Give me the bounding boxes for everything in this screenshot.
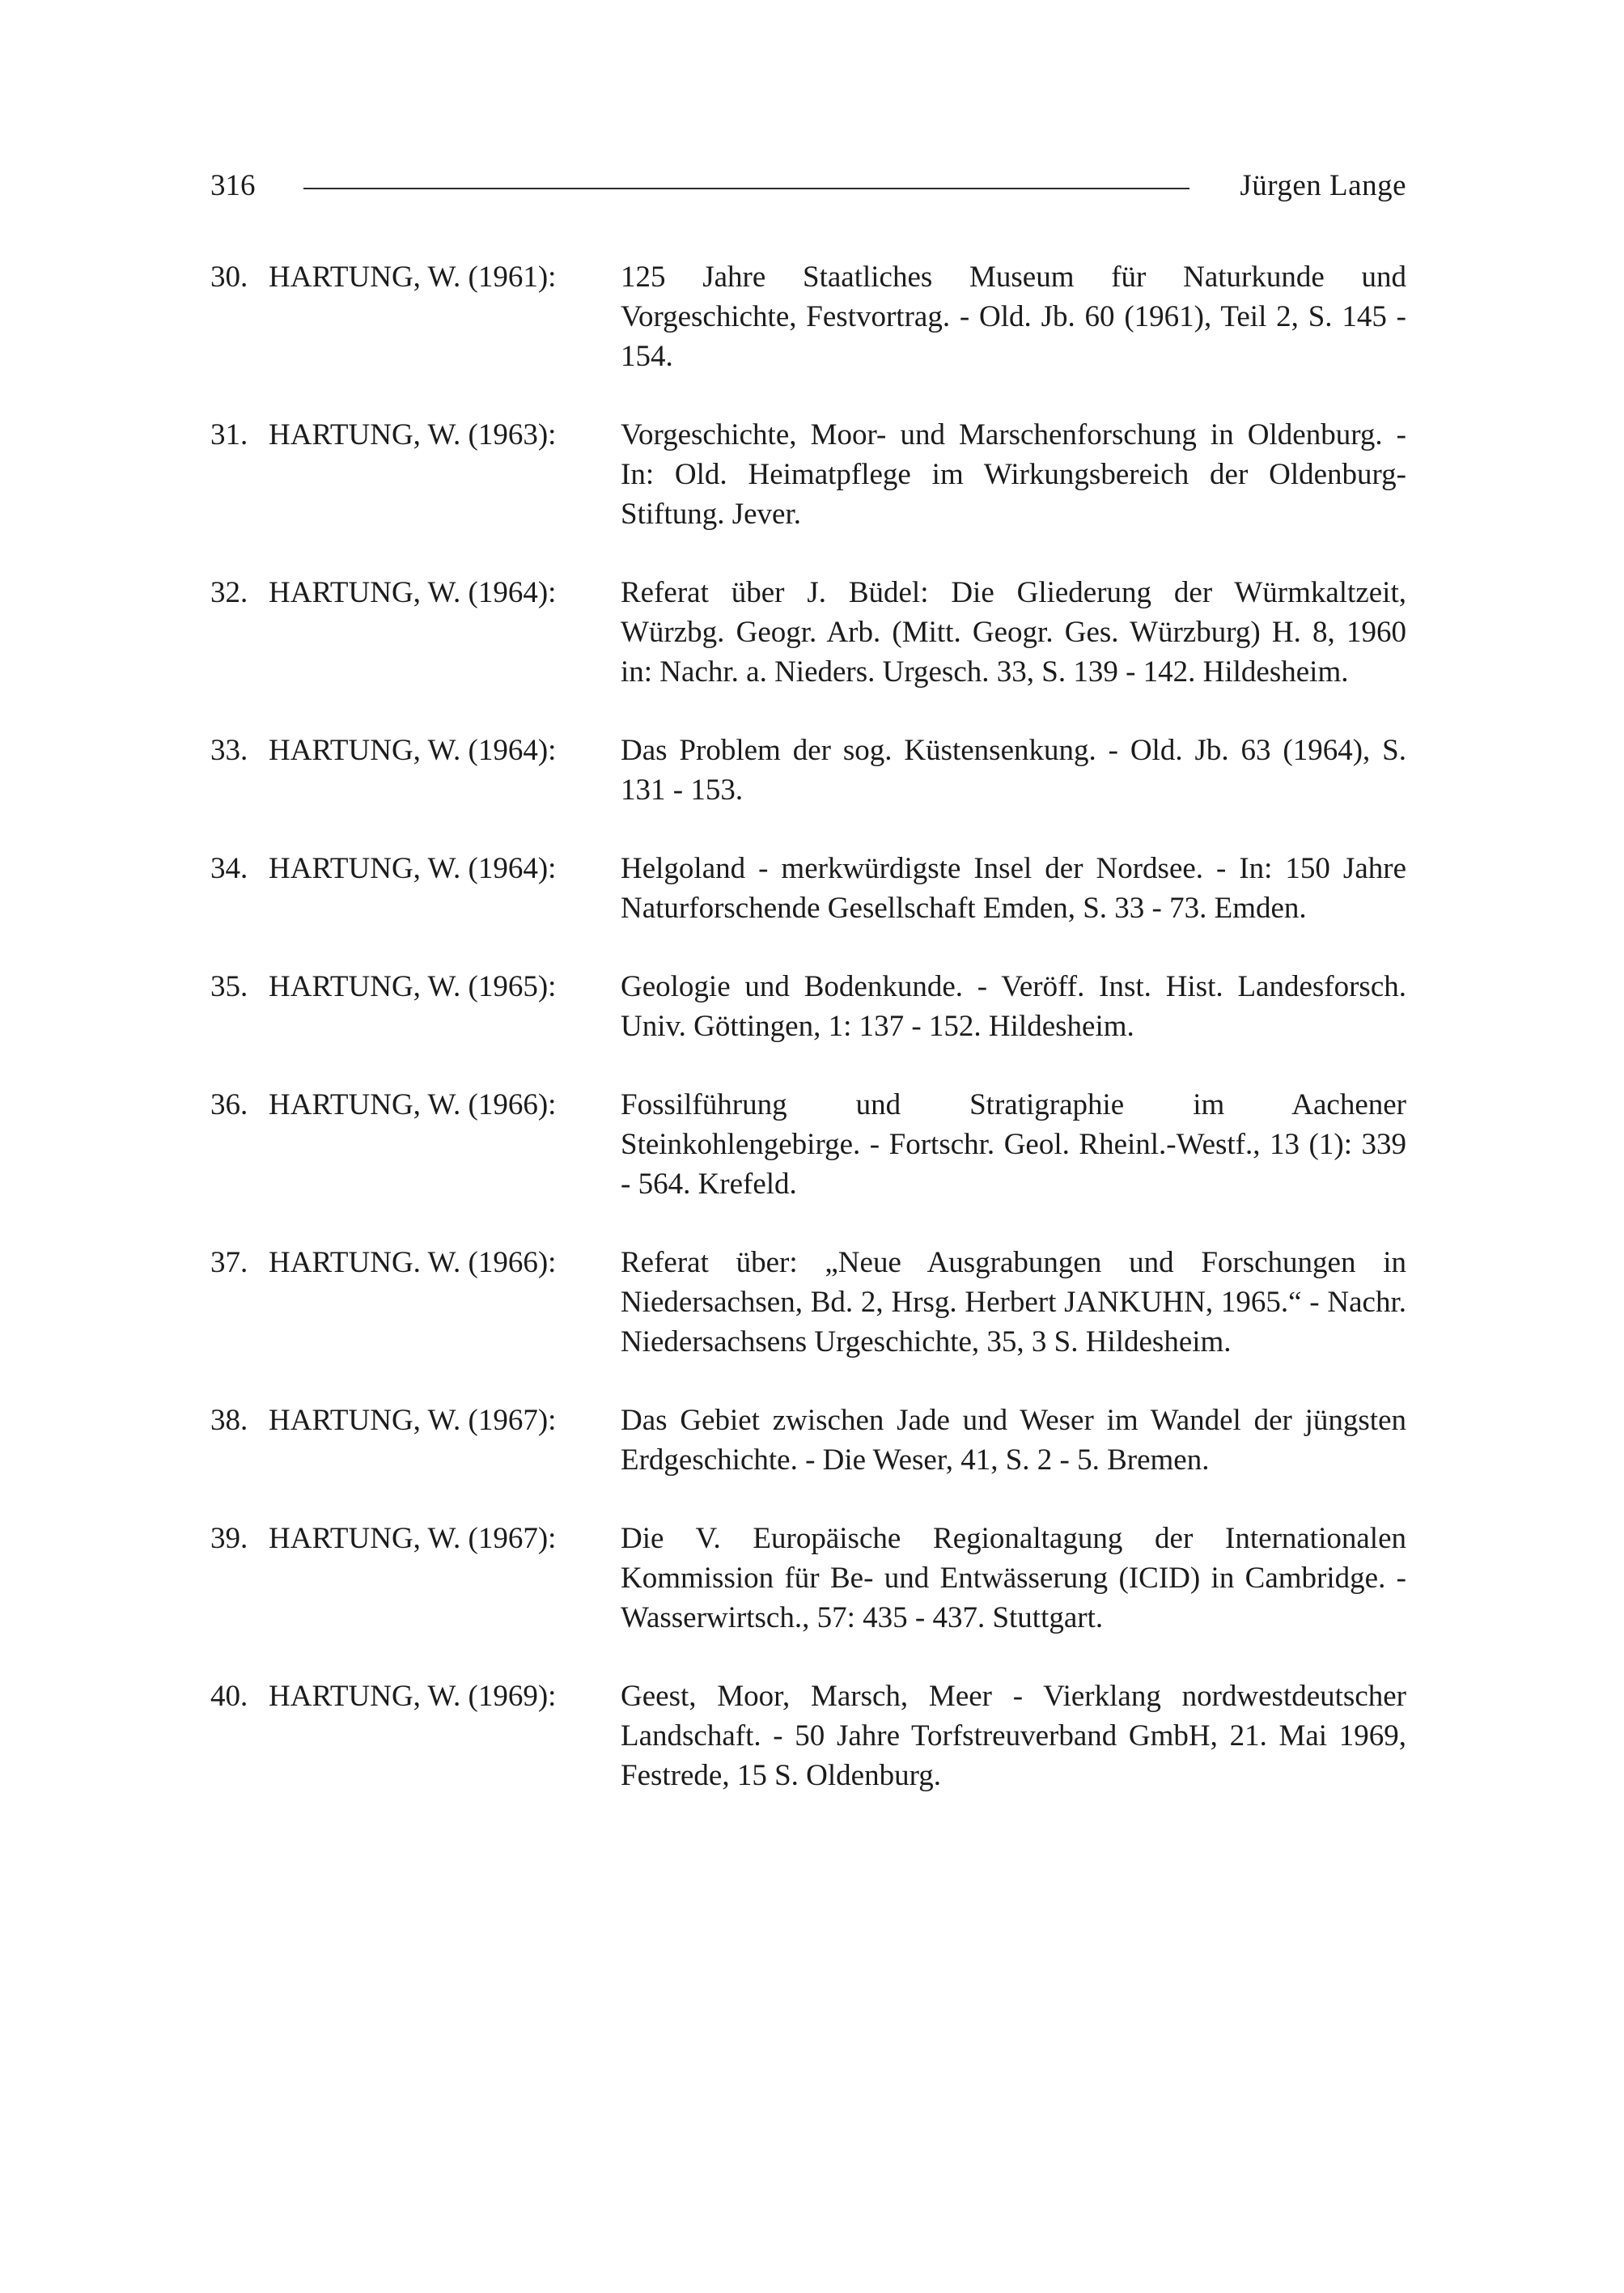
- entry-number: 39.: [210, 1522, 248, 1555]
- page-number: 316: [210, 169, 256, 202]
- entry-author: HARTUNG, W. (1964):: [269, 734, 557, 767]
- bibliography-entry: [210, 1085, 1406, 1204]
- bibliography-entry: [210, 1243, 1406, 1362]
- entry-number: 33.: [210, 734, 248, 767]
- entry-author: HARTUNG, W. (1964):: [269, 576, 557, 609]
- entry-author: HARTUNG, W. (1966):: [269, 1088, 557, 1121]
- entry-citation: Das Gebiet zwischen Jade und Weser im Wandel der jüngsten Erdgeschichte. - Die Weser, 41, S. 2 - 5. Bremen.: [621, 1404, 1406, 1477]
- entry-number: 36.: [210, 1088, 248, 1121]
- entry-citation: Das Problem der sog. Küstensenkung. - Old. Jb. 63 (1964), S. 131 - 153.: [621, 734, 1406, 807]
- bibliography-entry: [210, 731, 1406, 810]
- entry-number: 32.: [210, 576, 248, 609]
- bibliography-entry: [210, 849, 1406, 928]
- entry-number: 30.: [210, 261, 248, 294]
- bibliography-entry: [210, 415, 1406, 534]
- entry-number: 37.: [210, 1246, 248, 1279]
- entry-author: HARTUNG, W. (1961):: [269, 261, 557, 294]
- entry-author: HARTUNG. W. (1966):: [269, 1246, 557, 1279]
- entry-author: HARTUNG, W. (1965):: [269, 970, 557, 1003]
- entry-citation: Referat über J. Büdel: Die Gliederung der Würmkaltzeit, Würzbg. Geogr. Arb. (Mitt. Geogr. Ges. Würzburg) H. 8, 1960 in: Nachr. a. Nieders. Urgesch. 33, S. 139 - 142. Hildesheim.: [621, 576, 1406, 689]
- bibliography-entry: [210, 1676, 1406, 1795]
- entry-citation: Geest, Moor, Marsch, Meer - Vierklang nordwestdeutscher Landschaft. - 50 Jahre Torfstreuverband GmbH, 21. Mai 1969, Festrede, 15 S. Oldenburg.: [621, 1680, 1406, 1792]
- bibliography-entry: [210, 1519, 1406, 1638]
- bibliography-entry: [210, 257, 1406, 376]
- entry-author: HARTUNG, W. (1964):: [269, 852, 557, 885]
- bibliography-entry: [210, 573, 1406, 692]
- header-rule: [303, 188, 1189, 189]
- bibliography-entry: [210, 967, 1406, 1046]
- entry-author: HARTUNG, W. (1967):: [269, 1522, 557, 1555]
- entry-number: 40.: [210, 1680, 248, 1713]
- entry-citation: Fossilführung und Stratigraphie im Aachener Steinkohlengebirge. - Fortschr. Geol. Rheinl.-Westf., 13 (1): 339 - 564. Krefeld.: [621, 1088, 1406, 1201]
- entry-citation: 125 Jahre Staatliches Museum für Naturkunde und Vorgeschichte, Festvortrag. - Old. Jb. 60 (1961), Teil 2, S. 145 - 154.: [621, 261, 1406, 373]
- entry-number: 38.: [210, 1404, 248, 1437]
- entry-author: HARTUNG, W. (1969):: [269, 1680, 557, 1713]
- entry-author: HARTUNG, W. (1963):: [269, 418, 557, 451]
- entry-number: 34.: [210, 852, 248, 885]
- bibliography-entry: [210, 1401, 1406, 1480]
- entry-citation: Die V. Europäische Regionaltagung der Internationalen Kommission für Be- und Entwässerung (ICID) in Cambridge. - Wasserwirtsch., 57: 435 - 437. Stuttgart.: [621, 1522, 1406, 1634]
- bibliography-list: [210, 257, 1406, 1834]
- page-header: [210, 166, 1406, 206]
- entry-number: 35.: [210, 970, 248, 1003]
- entry-citation: Helgoland - merkwürdigste Insel der Nordsee. - In: 150 Jahre Naturforschende Gesellschaft Emden, S. 33 - 73. Emden.: [621, 852, 1406, 925]
- entry-citation: Geologie und Bodenkunde. - Veröff. Inst. Hist. Landesforsch. Univ. Göttingen, 1: 137 - 152. Hildesheim.: [621, 970, 1406, 1043]
- entry-number: 31.: [210, 418, 248, 451]
- entry-author: HARTUNG, W. (1967):: [269, 1404, 557, 1437]
- entry-citation: Referat über: „Neue Ausgrabungen und Forschungen in Niedersachsen, Bd. 2, Hrsg. Herbert JANKUHN, 1965.“ - Nachr. Niedersachsens Urgeschichte, 35, 3 S. Hildesheim.: [621, 1246, 1406, 1358]
- running-head: Jürgen Lange: [1240, 169, 1406, 202]
- entry-citation: Vorgeschichte, Moor- und Marschenforschung in Oldenburg. - In: Old. Heimatpflege im Wirkungsbereich der Oldenburg-Stiftung. Jever.: [621, 418, 1406, 531]
